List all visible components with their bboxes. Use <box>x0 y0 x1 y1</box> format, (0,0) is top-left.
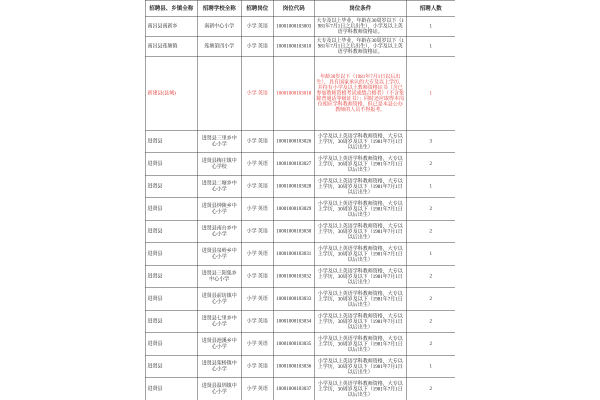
position-code-cell: 10001000103026 <box>273 130 314 153</box>
column-header-conditions: 岗位条件 <box>314 0 406 16</box>
county-cell: 新建县(县城) <box>145 56 197 130</box>
position-code-cell: 10001000103037 <box>273 378 314 400</box>
column-header-position: 招聘岗位 <box>241 0 273 16</box>
position-cell: 小学 英语 <box>241 355 273 378</box>
column-header-school: 招聘学校全称 <box>197 0 241 16</box>
table-row <box>145 265 455 288</box>
county-cell: 进贤县 <box>145 220 197 243</box>
position-code-cell: 10001000103003 <box>273 16 314 36</box>
school-cell: 进贤县梅庄镇中心学校 <box>197 153 241 176</box>
recruitment-table-sheet <box>145 0 455 400</box>
table-header-row <box>145 0 455 16</box>
county-cell: 进贤县 <box>145 243 197 266</box>
table-row <box>145 243 455 266</box>
position-code-cell: 10001000103027 <box>273 153 314 176</box>
table-row <box>145 288 455 311</box>
conditions-cell: 小学及以上英语学科教师资格，大专以上学历，30周岁及以下（1981年7月1日以后出生） <box>314 310 406 333</box>
position-cell: 小学 英语 <box>241 56 273 130</box>
county-cell: 进贤县 <box>145 333 197 356</box>
headcount-cell: 2 <box>406 310 455 333</box>
headcount-cell: 1 <box>406 56 455 130</box>
position-cell: 小学 英语 <box>241 265 273 288</box>
column-header-position-code: 岗位代码 <box>273 0 314 16</box>
table-row <box>145 333 455 356</box>
county-cell: 进贤县 <box>145 355 197 378</box>
position-code-cell: 10001000103028 <box>273 175 314 198</box>
headcount-cell: 2 <box>406 288 455 311</box>
school-cell: 进贤县前坊镇中心小学 <box>197 288 241 311</box>
position-code-cell: 10001000103035 <box>273 333 314 356</box>
position-code-cell: 10001000103030 <box>273 220 314 243</box>
conditions-cell: 小学及以上英语学科教师资格，大专以上学历，30周岁及以下（1981年7月1日以后出生） <box>314 265 406 288</box>
table-row <box>145 56 455 130</box>
conditions-cell: 大专及以上毕业，年龄在30周岁以下（1981年7月1日之后出生），小学及以上英语学科教师资格证。 <box>314 16 406 36</box>
county-cell: 进贤县 <box>145 288 197 311</box>
school-cell: 进贤县温圳镇中心小学 <box>197 378 241 400</box>
position-code-cell: 10001000103029 <box>273 198 314 221</box>
county-cell: 进贤县 <box>145 198 197 221</box>
county-cell: 进贤县 <box>145 265 197 288</box>
position-code-cell: 10001000103032 <box>273 265 314 288</box>
headcount-cell: 2 <box>406 378 455 400</box>
table-row <box>145 16 455 36</box>
school-cell <box>197 56 241 130</box>
school-cell: 进贤县三里乡中心小学 <box>197 130 241 153</box>
county-cell: 南昌县莲塘镇 <box>145 36 197 56</box>
headcount-cell: 1 <box>406 16 455 36</box>
position-code-cell: 10001000103010 <box>273 36 314 56</box>
table-body <box>145 16 455 400</box>
county-cell: 南昌县南新乡 <box>145 16 197 36</box>
table-row <box>145 378 455 400</box>
position-cell: 小学 英语 <box>241 333 273 356</box>
table-row <box>145 355 455 378</box>
position-cell: 小学 英语 <box>241 288 273 311</box>
position-cell: 小学 英语 <box>241 378 273 400</box>
table-row <box>145 175 455 198</box>
conditions-cell: 年龄30岁以下（1981年7月1日以后出生），具有国家承认的大专及以上学历，并持有小学及以上教师资格证书（含已参加教师资格考试成绩合格者）（不含免除普通话等级证书）；同时还应取得本岗位相应学科教师资格，但已是本县公办教师的人员不得报考。 <box>314 56 406 130</box>
headcount-cell: 2 <box>406 265 455 288</box>
headcount-cell: 1 <box>406 175 455 198</box>
school-cell: 进贤县池溪乡中心小学 <box>197 333 241 356</box>
table-row <box>145 36 455 56</box>
school-cell: 进贤县七里乡中心小学 <box>197 310 241 333</box>
county-cell: 进贤县 <box>145 378 197 400</box>
position-cell: 小学 英语 <box>241 243 273 266</box>
table-row <box>145 198 455 221</box>
position-code-cell: 10001000103034 <box>273 310 314 333</box>
headcount-cell: 2 <box>406 198 455 221</box>
headcount-cell: 3 <box>406 130 455 153</box>
table-row <box>145 130 455 153</box>
school-cell: 进贤县三阳集乡中心小学 <box>197 265 241 288</box>
recruitment-table <box>145 0 455 400</box>
school-cell: 进贤县架桥镇中心小学 <box>197 355 241 378</box>
school-cell: 进贤县泉岭乡中心小学 <box>197 243 241 266</box>
school-cell: 莲塘第四小学 <box>197 36 241 56</box>
conditions-cell: 小学及以上英语学科教师资格，大专以上学历，30周岁及以下（1981年7月1日以后出生） <box>314 378 406 400</box>
conditions-cell: 小学及以上英语学科教师资格，大专以上学历，30周岁及以下（1981年7月1日以后出生） <box>314 243 406 266</box>
position-cell: 小学 英语 <box>241 36 273 56</box>
school-cell: 进贤县二塘乡中心小学 <box>197 175 241 198</box>
conditions-cell: 小学及以上英语学科教师资格，大专以上学历，30周岁及以下（1981年7月1日以后出生） <box>314 355 406 378</box>
position-code-cell: 10001000103018 <box>273 56 314 130</box>
county-cell: 进贤县 <box>145 130 197 153</box>
conditions-cell: 小学及以上英语学科教师资格，大专以上学历，30周岁及以下（1981年7月1日以后出生） <box>314 175 406 198</box>
position-cell: 小学 英语 <box>241 198 273 221</box>
conditions-cell: 大专及以上毕业，年龄在30周岁以下（1981年7月1日之后出生），小学及以上英语学科教师资格证。 <box>314 36 406 56</box>
county-cell: 进贤县 <box>145 310 197 333</box>
position-code-cell: 10001000103033 <box>273 288 314 311</box>
position-code-cell: 10001000103036 <box>273 355 314 378</box>
school-cell: 南新中心小学 <box>197 16 241 36</box>
position-cell: 小学 英语 <box>241 16 273 36</box>
conditions-cell: 小学及以上英语学科教师资格，大专以上学历，30周岁及以下（1981年7月1日以后出生） <box>314 130 406 153</box>
column-header-headcount: 招聘人数 <box>406 0 455 16</box>
conditions-cell: 小学及以上英语学科教师资格，大专以上学历，30周岁及以下（1981年7月1日以后出生） <box>314 288 406 311</box>
position-cell: 小学 英语 <box>241 175 273 198</box>
school-cell: 进贤县南台乡中心小学 <box>197 220 241 243</box>
table-row <box>145 310 455 333</box>
headcount-cell: 2 <box>406 220 455 243</box>
position-cell: 小学 英语 <box>241 153 273 176</box>
headcount-cell: 1 <box>406 36 455 56</box>
position-cell: 小学 英语 <box>241 310 273 333</box>
county-cell: 进贤县 <box>145 153 197 176</box>
headcount-cell: 1 <box>406 355 455 378</box>
conditions-cell: 小学及以上英语学科教师资格，大专以上学历，30周岁及以下（1981年7月1日以后出生） <box>314 153 406 176</box>
position-code-cell: 10001000103031 <box>273 243 314 266</box>
position-cell: 小学 英语 <box>241 220 273 243</box>
headcount-cell: 2 <box>406 333 455 356</box>
conditions-cell: 小学及以上英语学科教师资格，大专以上学历，30周岁及以下（1981年7月1日以后出生） <box>314 198 406 221</box>
position-cell: 小学 英语 <box>241 130 273 153</box>
school-cell: 进贤县钟陵乡中心小学 <box>197 198 241 221</box>
table-row <box>145 220 455 243</box>
conditions-cell: 小学及以上英语学科教师资格，大专以上学历，30周岁及以下（1981年7月1日以后出生） <box>314 220 406 243</box>
headcount-cell: 2 <box>406 153 455 176</box>
conditions-cell: 小学及以上英语学科教师资格，大专以上学历，30周岁及以下（1981年7月1日以后出生） <box>314 333 406 356</box>
headcount-cell: 1 <box>406 243 455 266</box>
table-row <box>145 153 455 176</box>
column-header-county: 招聘县、乡镇全称 <box>145 0 197 16</box>
county-cell: 进贤县 <box>145 175 197 198</box>
